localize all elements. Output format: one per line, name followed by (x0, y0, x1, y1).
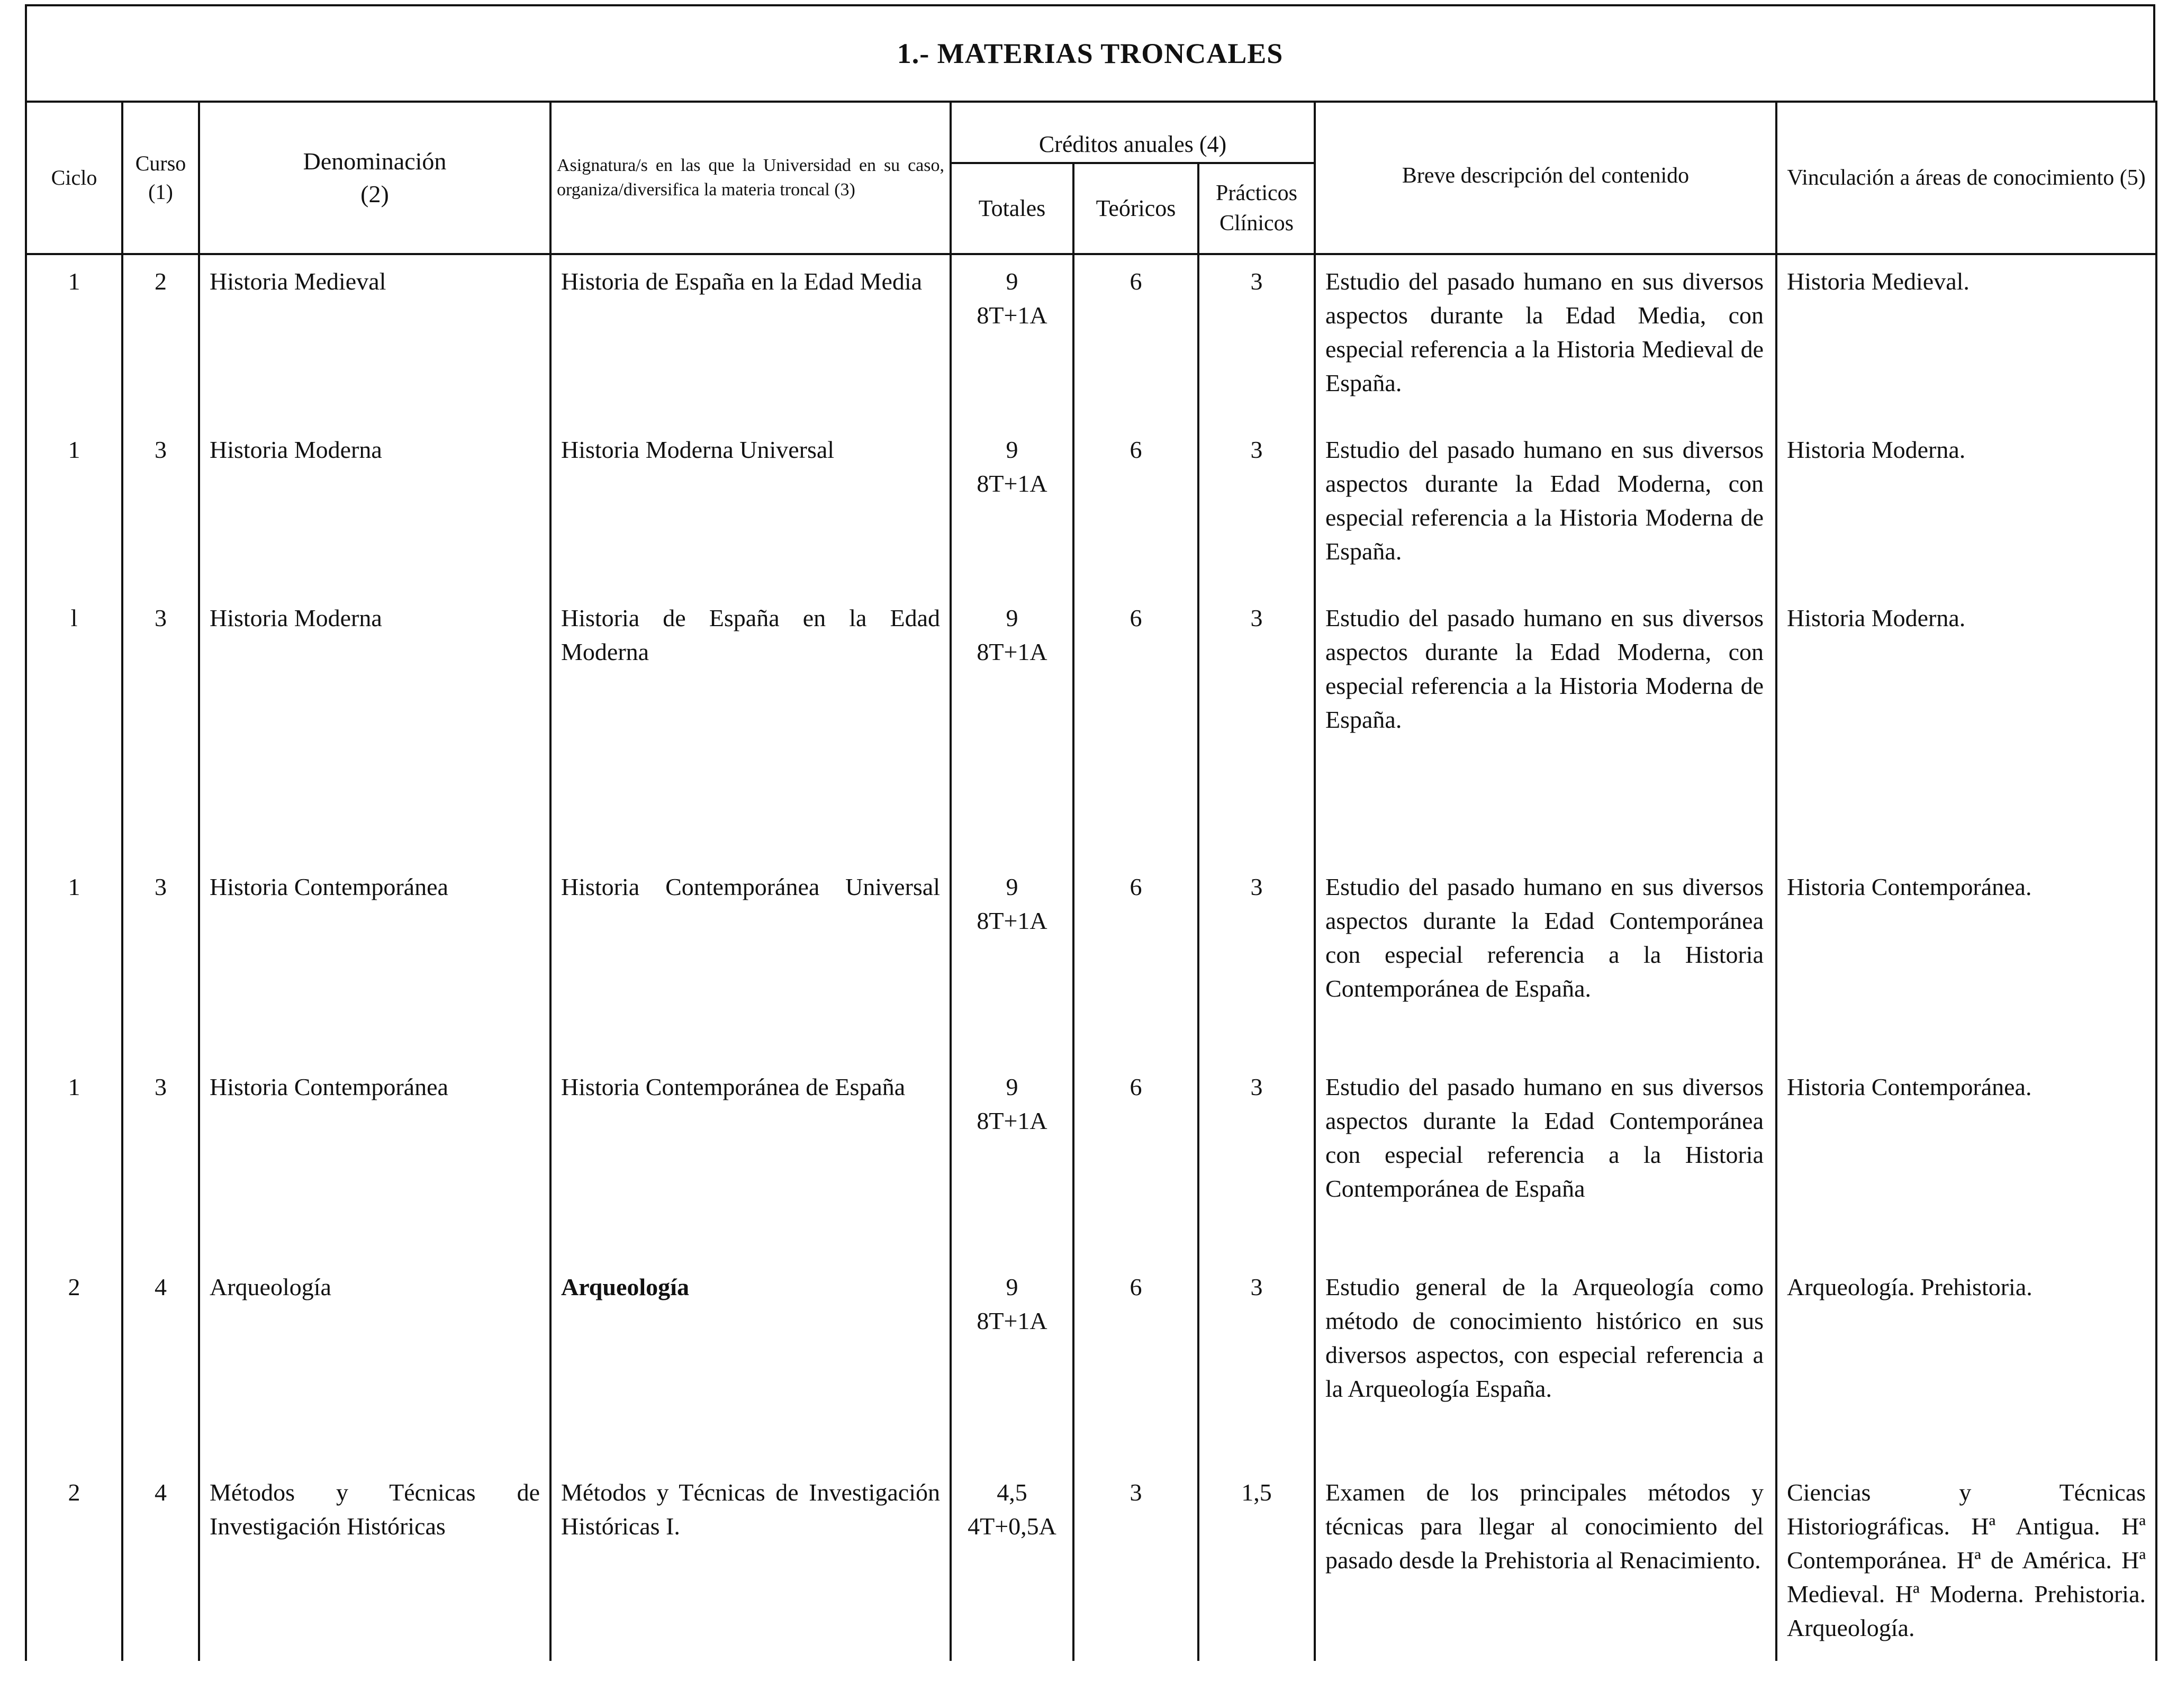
header-vinculacion-label: Vinculación a áreas de conocimiento (5) (1787, 165, 2146, 190)
cell-totales-detail: 8T+1A (977, 638, 1047, 665)
cell-ciclo: 1 (26, 254, 122, 423)
cell-curso: 3 (122, 861, 199, 1061)
cell-totales-detail: 8T+1A (977, 470, 1047, 497)
cell-totales-value: 9 (1006, 436, 1018, 463)
cell-asignatura: Historia de España en la Edad Moderna (550, 592, 951, 861)
cell-totales-value: 9 (1006, 1073, 1018, 1100)
cell-totales (951, 254, 1073, 423)
cell-ciclo: 1 (26, 861, 122, 1061)
cell-totales (951, 592, 1073, 861)
cell-vinculacion: Historia Medieval. (1776, 254, 2156, 423)
header-teoricos-label: Teóricos (1096, 195, 1176, 222)
cell-curso: 4 (122, 1261, 199, 1466)
cell-totales (951, 1061, 1073, 1261)
cell-totales (951, 423, 1073, 592)
cell-practicos: 3 (1198, 861, 1315, 1061)
header-totales-label: Totales (978, 195, 1046, 222)
header-descripcion-label: Breve descripción del contenido (1402, 164, 1690, 188)
cell-descripcion: Examen de los principales métodos y técnicas para llegar al conocimiento del pasado desde la Prehistoria al Renacimiento. (1315, 1466, 1776, 1661)
materias-table (25, 101, 2157, 1661)
cell-asignatura: Historia Moderna Universal (550, 423, 951, 592)
cell-practicos: 3 (1198, 1061, 1315, 1261)
header-vinculacion (1776, 102, 2156, 254)
cell-vinculacion: Historia Contemporánea. (1776, 1061, 2156, 1261)
cell-vinculacion: Historia Moderna. (1776, 423, 2156, 592)
header-curso (122, 102, 199, 254)
cell-curso: 3 (122, 423, 199, 592)
table-row (26, 1061, 2156, 1261)
cell-asignatura: Historia Contemporánea de España (550, 1061, 951, 1261)
cell-denominacion: Historia Moderna (199, 423, 550, 592)
cell-practicos: 3 (1198, 592, 1315, 861)
cell-practicos: 3 (1198, 254, 1315, 423)
cell-curso: 2 (122, 254, 199, 423)
header-asignatura (550, 102, 951, 254)
header-ciclo-label: Ciclo (51, 166, 97, 189)
cell-ciclo: 2 (26, 1261, 122, 1466)
cell-ciclo: 1 (26, 423, 122, 592)
table-row (26, 423, 2156, 592)
cell-practicos: 1,5 (1198, 1466, 1315, 1661)
cell-practicos: 3 (1198, 1261, 1315, 1466)
header-asignatura-label: Asignatura/s en las que la Universidad en su caso, organiza/diversifica la materia troncal (3) (557, 156, 944, 200)
header-practicos (1198, 163, 1315, 254)
cell-asignatura: Historia Contemporánea Universal (550, 861, 951, 1061)
header-denominacion-label: Denominación (303, 147, 447, 175)
cell-denominacion: Arqueología (199, 1261, 550, 1466)
cell-practicos: 3 (1198, 423, 1315, 592)
cell-totales (951, 861, 1073, 1061)
cell-denominacion: Métodos y Técnicas de Investigación Históricas (199, 1466, 550, 1661)
cell-curso: 3 (122, 592, 199, 861)
table-row (26, 1466, 2156, 1661)
cell-vinculacion: Arqueología. Prehistoria. (1776, 1261, 2156, 1466)
cell-totales (951, 1466, 1073, 1661)
cell-descripcion: Estudio del pasado humano en sus diversos aspectos durante la Edad Media, con especial referencia a la Historia Medieval de España. (1315, 254, 1776, 423)
cell-totales (951, 1261, 1073, 1466)
cell-descripcion: Estudio general de la Arqueología como método de conocimiento histórico en sus diversos aspectos, con especial referencia a la Arqueología España. (1315, 1261, 1776, 1466)
table-row (26, 254, 2156, 423)
cell-vinculacion: Historia Moderna. (1776, 592, 2156, 861)
cell-totales-detail: 8T+1A (977, 302, 1047, 329)
section-title (25, 4, 2155, 103)
header-denominacion-note: (2) (360, 180, 389, 207)
header-curso-label: Curso (135, 151, 186, 175)
cell-totales-value: 9 (1006, 604, 1018, 631)
cell-ciclo: 2 (26, 1466, 122, 1661)
cell-descripcion: Estudio del pasado humano en sus diversos aspectos durante la Edad Contemporánea con especial referencia a la Historia Contemporánea de España. (1315, 861, 1776, 1061)
table-row (26, 592, 2156, 861)
cell-vinculacion: Historia Contemporánea. (1776, 861, 2156, 1061)
header-creditos-label: Créditos anuales (4) (1038, 131, 1227, 157)
cell-teoricos: 6 (1073, 592, 1198, 861)
cell-teoricos: 6 (1073, 1061, 1198, 1261)
cell-totales-value: 9 (1006, 873, 1018, 900)
table-row (26, 861, 2156, 1061)
header-curso-note: (1) (148, 180, 173, 204)
cell-totales-detail: 4T+0,5A (968, 1513, 1056, 1540)
header-practicos-label: Prácticos Clínicos (1216, 181, 1297, 236)
cell-denominacion: Historia Contemporánea (199, 1061, 550, 1261)
cell-ciclo: 1 (26, 1061, 122, 1261)
cell-teoricos: 6 (1073, 861, 1198, 1061)
cell-descripcion: Estudio del pasado humano en sus diversos aspectos durante la Edad Moderna, con especial referencia a la Historia Moderna de España. (1315, 592, 1776, 861)
cell-curso: 4 (122, 1466, 199, 1661)
cell-vinculacion: Ciencias y Técnicas Historiográficas. Hª Antigua. Hª Contemporánea. Hª de América. Hª Medieval. Hª Moderna. Prehistoria. Arqueología. (1776, 1466, 2156, 1661)
header-totales (951, 163, 1073, 254)
header-creditos (951, 102, 1315, 163)
cell-curso: 3 (122, 1061, 199, 1261)
table-row (26, 1261, 2156, 1466)
cell-totales-detail: 8T+1A (977, 1107, 1047, 1134)
cell-asignatura: Métodos y Técnicas de Investigación Históricas I. (550, 1466, 951, 1661)
cell-descripcion: Estudio del pasado humano en sus diversos aspectos durante la Edad Moderna, con especial referencia a la Historia Moderna de España. (1315, 423, 1776, 592)
cell-descripcion: Estudio del pasado humano en sus diversos aspectos durante la Edad Contemporánea con especial referencia a la Historia Contemporánea de España (1315, 1061, 1776, 1261)
cell-teoricos: 6 (1073, 423, 1198, 592)
cell-asignatura: Arqueología (550, 1261, 951, 1466)
cell-ciclo: l (26, 592, 122, 861)
cell-totales-value: 4,5 (997, 1479, 1027, 1506)
header-descripcion (1315, 102, 1776, 254)
header-ciclo (26, 102, 122, 254)
cell-totales-value: 9 (1006, 268, 1018, 295)
cell-teoricos: 6 (1073, 254, 1198, 423)
cell-totales-detail: 8T+1A (977, 907, 1047, 934)
cell-totales-detail: 8T+1A (977, 1307, 1047, 1334)
cell-teoricos: 3 (1073, 1466, 1198, 1661)
cell-denominacion: Historia Moderna (199, 592, 550, 861)
cell-asignatura: Historia de España en la Edad Media (550, 254, 951, 423)
cell-denominacion: Historia Contemporánea (199, 861, 550, 1061)
header-teoricos (1073, 163, 1198, 254)
cell-totales-value: 9 (1006, 1273, 1018, 1300)
header-denominacion (199, 102, 550, 254)
cell-teoricos: 6 (1073, 1261, 1198, 1466)
cell-denominacion: Historia Medieval (199, 254, 550, 423)
section-title-text: 1.- MATERIAS TRONCALES (897, 38, 1284, 69)
